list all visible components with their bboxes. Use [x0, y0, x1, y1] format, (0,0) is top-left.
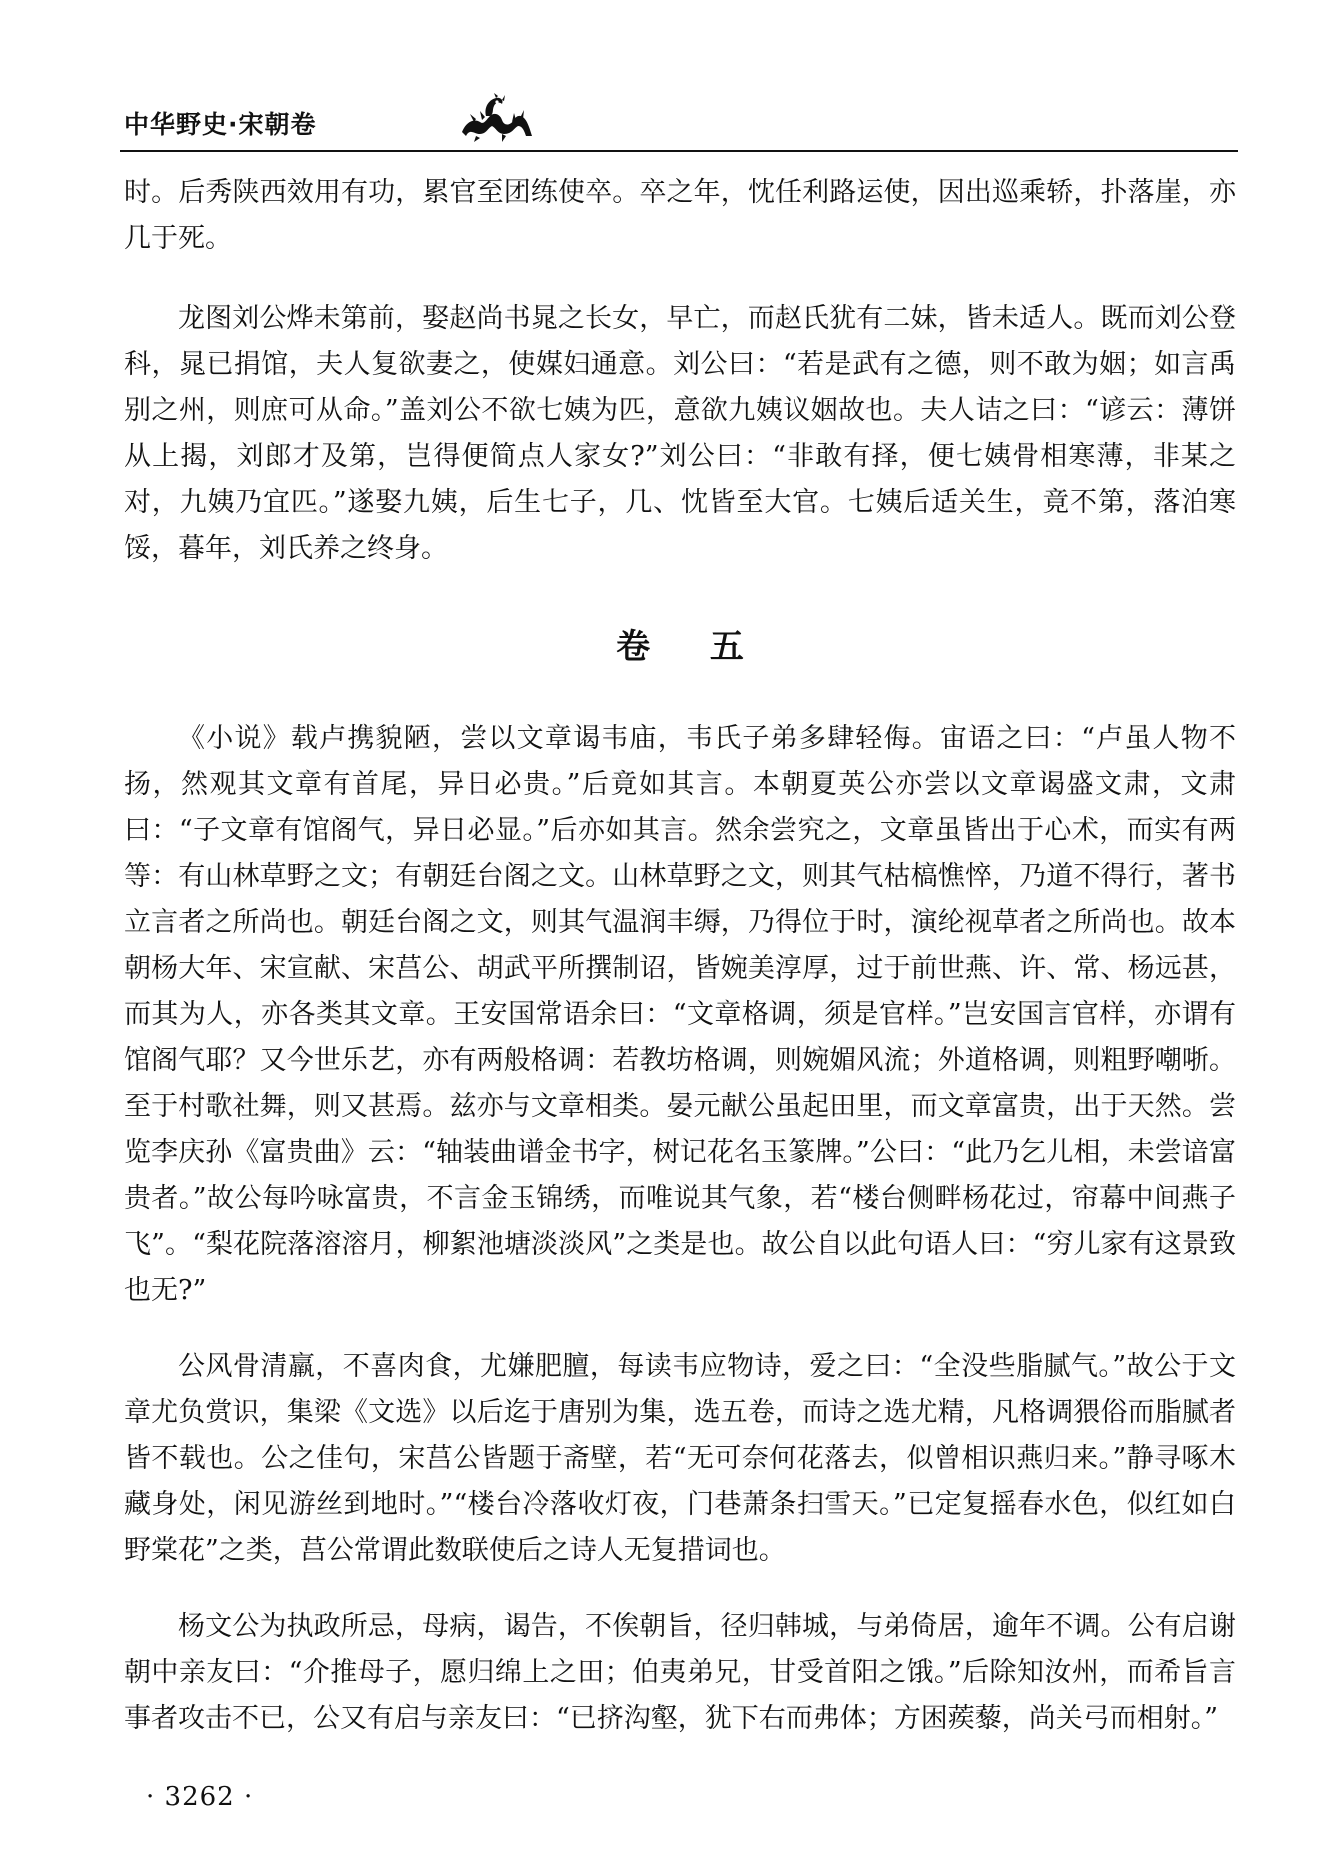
paragraph-liu-ye: 龙图刘公烨未第前，娶赵尚书晁之长女，早亡，而赵氏犹有二妹，皆未适人。既而刘公登科，晁已捐馆，夫人复欲妻之，使媒妇通意。刘公曰：“若是武有之德，则不敢为姻；如言禹别之州，则庶可从命。”盖刘公不欲七姨为匹，意欲九姨议姻故也。夫人诘之曰：“谚云：薄饼从上揭，刘郎才及第，岂得便简点人家女?”刘公曰：“非敢有择，便七姨骨相寒薄，非某之对，九姨乃宜匹。”遂娶九姨，后生七子，几、忱皆至大官。七姨后适关生，竟不第，落泊寒馁，暮年，刘氏养之终身。 — [124, 303, 1236, 564]
dragon-emblem-icon — [456, 92, 536, 144]
main-text — [124, 170, 1236, 1742]
running-header — [120, 108, 1238, 154]
paragraph-continuation: 时。后秀陕西效用有功，累官至团练使卒。卒之年，忱任利路运使，因出巡乘轿，扑落崖，亦几于死。 — [124, 177, 1236, 254]
paragraph-yang-wengong: 杨文公为执政所忌，母病，谒告，不俟朝旨，径归韩城，与弟倚居，逾年不调。公有启谢朝中亲友曰：“介推母子，愿归绵上之田；伯夷弟兄，甘受首阳之饿。”后除知汝州，而希旨言事者攻击不已，公又有启与亲友曰：“已挤沟壑，犹下右而弗体；方困蒺藜，尚关弓而相射。” — [124, 1611, 1236, 1734]
section-title: 卷 五 — [616, 627, 768, 667]
page-number: · 3262 · — [146, 1782, 254, 1812]
paragraph-yan-shu: 公风骨清羸，不喜肉食，尤嫌肥膻，每读韦应物诗，爱之曰：“全没些脂腻气。”故公于文章尤负赏识，集梁《文选》以后迄于唐别为集，选五卷，而诗之选尤精，凡格调猥俗而脂腻者皆不载也。公之佳句，宋莒公皆题于斋壁，若“无可奈何花落去，似曾相识燕归来。”静寻啄木藏身处，闲见游丝到地时。”“楼台冷落收灯夜，门巷萧条扫雪天。”已定复摇春水色，似红如白野棠花”之类，莒公常谓此数联使后之诗人无复措词也。 — [124, 1351, 1236, 1566]
running-header-title: 中华野史·宋朝卷 — [124, 110, 317, 139]
paragraph-literary-style: 《小说》载卢携貌陋，尝以文章谒韦庙，韦氏子弟多肆轻侮。宙语之曰：“卢虽人物不扬，然观其文章有首尾，异日必贵。”后竟如其言。本朝夏英公亦尝以文章谒盛文肃，文肃曰：“子文章有馆阁气，异日必显。”后亦如其言。然余尝究之，文章虽皆出于心术，而实有两等：有山林草野之文；有朝廷台阁之文。山林草野之文，则其气枯槁憔悴，乃道不得行，著书立言者之所尚也。朝廷台阁之文，则其气温润丰缛，乃得位于时，演纶视草者之所尚也。故本朝杨大年、宋宣献、宋莒公、胡武平所撰制诏，皆婉美淳厚，过于前世燕、许、常、杨远甚，而其为人，亦各类其文章。王安国常语余曰：“文章格调，须是官样。”岂安国言官样，亦谓有馆阁气耶？又今世乐艺，亦有两般格调：若教坊格调，则婉媚风流；外道格调，则粗野嘲哳。至于村歌社舞，则又甚焉。兹亦与文章相类。晏元献公虽起田里，而文章富贵，出于天然。尝览李庆孙《富贵曲》云：“轴装曲谱金书字，树记花名玉篆牌。”公曰：“此乃乞儿相，未尝谙富贵者。”故公每吟咏富贵，不言金玉锦绣，而唯说其气象，若“楼台侧畔杨花过，帘幕中间燕子飞”。“梨花院落溶溶月，柳絮池塘淡淡风”之类是也。故公自以此句语人曰：“穷儿家有这景致也无?” — [124, 723, 1236, 1306]
header-rule — [120, 150, 1238, 152]
